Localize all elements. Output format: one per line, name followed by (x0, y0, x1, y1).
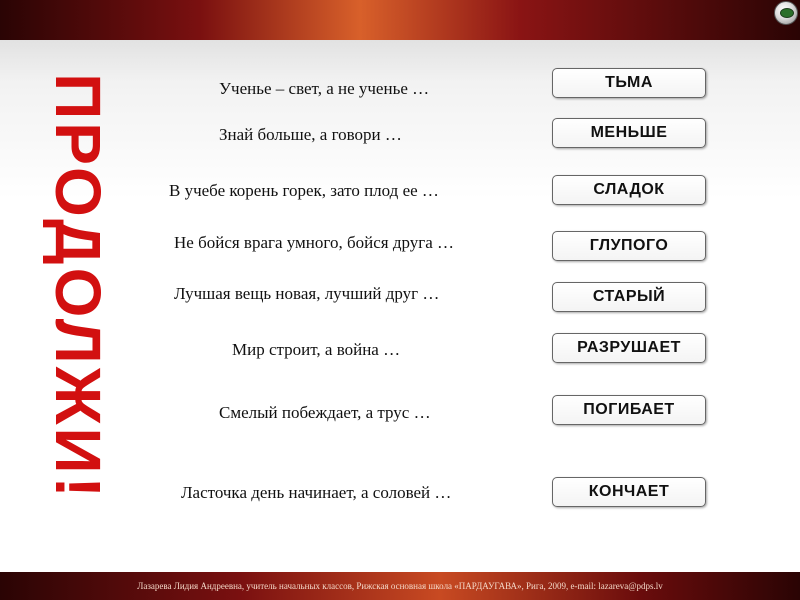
answer-button-2[interactable]: МЕНЬШЕ (552, 118, 706, 148)
proverb-prompt-1: Ученье – свет, а не ученье … (219, 79, 430, 98)
globe-logo-icon (774, 1, 798, 25)
answer-button-1[interactable]: ТЬМА (552, 68, 706, 98)
proverb-prompt-2: Знай больше, а говори … (219, 125, 402, 144)
proverb-prompt-4: Не бойся врага умного, бойся друга … (174, 233, 455, 252)
vertical-title: ПРОДОЛЖИ! (42, 73, 114, 501)
top-decor-strip (0, 0, 800, 40)
proverb-prompt-5: Лучшая вещь новая, лучший друг … (174, 284, 440, 303)
answer-button-5[interactable]: СТАРЫЙ (552, 282, 706, 312)
footer-credits: Лазарева Лидия Андреевна, учитель начальных классов, Рижская основная школа «ПАРДАУГАВА», Рига, 2009, e-mail: lazareva@pdps.lv (137, 581, 663, 591)
vertical-title-container (42, 73, 114, 501)
answer-button-7[interactable]: ПОГИБАЕТ (552, 395, 706, 425)
proverb-prompt-6: Мир строит, а война … (232, 340, 401, 359)
proverb-prompt-3: В учебе корень горек, зато плод ее … (169, 181, 439, 200)
answer-button-3[interactable]: СЛАДОК (552, 175, 706, 205)
footer-bar (0, 572, 800, 600)
answer-button-6[interactable]: РАЗРУШАЕТ (552, 333, 706, 363)
proverb-prompt-8: Ласточка день начинает, а соловей … (181, 483, 452, 502)
answer-button-8[interactable]: КОНЧАЕТ (552, 477, 706, 507)
answer-button-4[interactable]: ГЛУПОГО (552, 231, 706, 261)
proverb-prompt-7: Смелый побеждает, а трус … (219, 403, 431, 422)
